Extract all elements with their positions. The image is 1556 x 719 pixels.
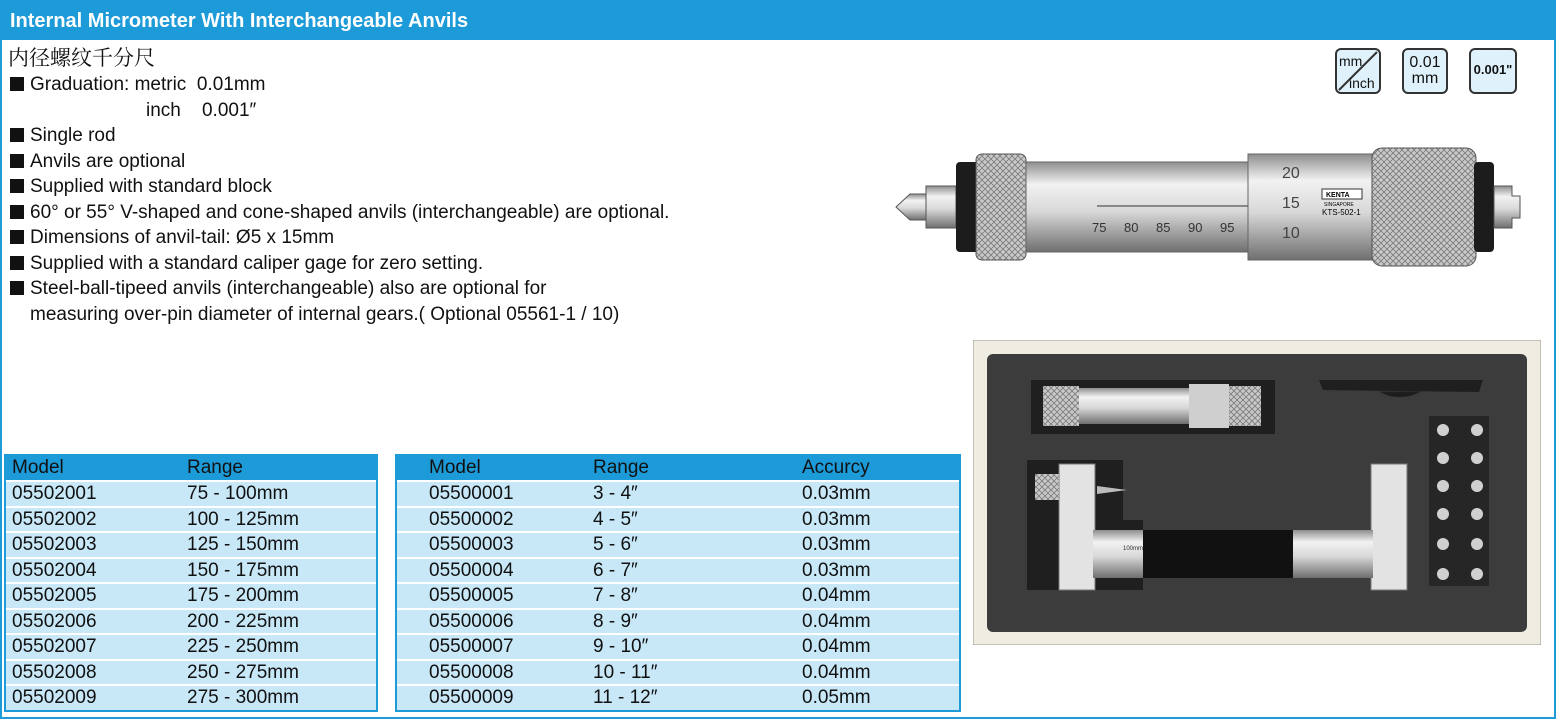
cell-model: 05500003 [429, 534, 514, 555]
cell-accuracy: 0.04mm [802, 661, 871, 683]
feature-item [10, 251, 669, 277]
cell-accuracy: 0.03mm [802, 559, 871, 581]
cell-range: 10 - 11″ [593, 661, 658, 683]
cell-model: 05500002 [429, 508, 514, 530]
inch-model-table [395, 454, 961, 712]
feature-graduation [10, 72, 669, 98]
bullet-square-icon [10, 179, 24, 193]
bullet-square-icon [10, 205, 24, 219]
bullet-square-icon [10, 128, 24, 142]
table-header [6, 454, 376, 480]
bullet-square-icon [10, 77, 24, 91]
feature-text: Anvils are optional [30, 150, 186, 172]
table-row [397, 582, 959, 608]
scale-label: 85 [1156, 220, 1171, 235]
cell-range: 125 - 150mm [187, 534, 299, 555]
cell-range: 275 - 300mm [187, 687, 299, 708]
cell-model: 05502001 [12, 483, 97, 504]
resolution-unit: mm [1411, 70, 1439, 87]
cell-model: 05500001 [429, 483, 514, 504]
cell-range: 200 - 225mm [187, 610, 299, 632]
cell-model: 05500008 [429, 661, 514, 683]
cell-accuracy: 0.03mm [802, 534, 871, 555]
scale-label: 75 [1092, 220, 1107, 235]
inch-label: inch [1349, 75, 1375, 91]
micrometer-case-photo [973, 340, 1541, 645]
page-title: Internal Micrometer With Interchangeable Anvils [2, 2, 1554, 40]
scale-label: 95 [1220, 220, 1235, 235]
header-model: Model [12, 457, 64, 478]
cell-accuracy: 0.04mm [802, 636, 871, 657]
bullet-square-icon [10, 256, 24, 270]
cell-model: 05500007 [429, 636, 514, 657]
cell-range: 225 - 250mm [187, 636, 299, 657]
feature-text: 60° or 55° V-shaped and cone-shaped anvils (interchangeable) are optional. [30, 201, 670, 223]
cell-accuracy: 0.04mm [802, 585, 871, 606]
cell-model: 05502005 [12, 585, 97, 606]
feature-item [10, 123, 669, 149]
header-range: Range [187, 457, 243, 478]
table-row [397, 659, 959, 685]
cell-model: 05502006 [12, 610, 97, 632]
cell-range: 7 - 8″ [593, 585, 638, 606]
graduation-inch-text: inch 0.001″ [146, 99, 257, 121]
cell-model: 05500004 [429, 559, 514, 581]
cell-model: 05500009 [429, 687, 514, 708]
feature-text: Single rod [30, 125, 116, 146]
cell-accuracy: 0.03mm [802, 508, 871, 530]
table-row [6, 633, 376, 659]
cell-range: 5 - 6″ [593, 534, 638, 555]
mm-label: mm [1339, 53, 1363, 69]
table-row [6, 659, 376, 685]
resolution-inch-value: 0.001" [1473, 62, 1513, 77]
table-row [397, 531, 959, 557]
feature-text: Steel-ball-tipeed anvils (interchangeable) also are optional for [30, 278, 547, 299]
cell-model: 05502004 [12, 559, 97, 581]
thimble-label: 10 [1282, 225, 1300, 242]
cell-model: 05502007 [12, 636, 97, 657]
table-row [6, 684, 376, 710]
header-accuracy: Accurcy [802, 457, 870, 478]
thimble-label: 20 [1282, 165, 1300, 182]
cell-range: 175 - 200mm [187, 585, 299, 606]
cell-range: 9 - 10″ [593, 636, 649, 657]
cell-model: 05502009 [12, 687, 97, 708]
chinese-title: 内径螺纹千分尺 [8, 46, 155, 70]
cell-range: 150 - 175mm [187, 559, 299, 581]
cell-accuracy: 0.04mm [802, 610, 871, 632]
bullet-square-icon [10, 230, 24, 244]
scale-label: 80 [1124, 220, 1139, 235]
feature-item [10, 149, 669, 175]
resolution-value: 0.01 [1409, 54, 1441, 71]
cell-range: 4 - 5″ [593, 508, 638, 530]
cell-accuracy: 0.05mm [802, 687, 871, 708]
brand-logo-text: KENTA [1326, 192, 1350, 199]
bullet-square-icon [10, 281, 24, 295]
table-row [397, 684, 959, 710]
table-row [397, 506, 959, 532]
feature-graduation-inch [10, 98, 669, 124]
header-range: Range [593, 457, 649, 478]
table-row [397, 608, 959, 634]
header-model: Model [429, 457, 481, 478]
cell-model: 05502008 [12, 661, 97, 683]
table-row [397, 557, 959, 583]
cell-model: 05502003 [12, 534, 97, 555]
feature-text: measuring over-pin diameter of internal gears.( Optional 05561-1 / 10) [30, 303, 620, 325]
cell-range: 8 - 9″ [593, 610, 638, 632]
cell-model: 05500006 [429, 610, 514, 632]
table-row [6, 506, 376, 532]
feature-item [10, 200, 669, 226]
mm-inch-switch-icon [1335, 48, 1381, 94]
mm-inch-diagonal-icon [1337, 50, 1379, 92]
cell-accuracy: 0.03mm [802, 483, 871, 504]
tube-length-label: 100mm [1123, 546, 1144, 552]
cell-range: 250 - 275mm [187, 661, 299, 683]
feature-item [10, 174, 669, 200]
resolution-mm-icon [1402, 48, 1448, 94]
cell-range: 75 - 100mm [187, 483, 289, 504]
scale-label: 90 [1188, 220, 1203, 235]
table-row [6, 582, 376, 608]
metric-model-table [4, 454, 378, 712]
table-row [6, 557, 376, 583]
cell-range: 100 - 125mm [187, 508, 299, 530]
table-header [397, 454, 959, 480]
table-row [6, 531, 376, 557]
bullet-square-icon [10, 154, 24, 168]
cell-range: 6 - 7″ [593, 559, 638, 581]
model-code-text: KTS-502-1 [1322, 208, 1361, 217]
thimble-scale [1282, 165, 1300, 242]
feature-list [10, 72, 669, 327]
feature-item [10, 225, 669, 251]
feature-item [10, 276, 669, 302]
table-row [6, 608, 376, 634]
cell-model: 05502002 [12, 508, 97, 530]
cell-range: 3 - 4″ [593, 483, 638, 504]
feature-text: Dimensions of anvil-tail: Ø5 x 15mm [30, 227, 335, 248]
cell-model: 05500005 [429, 585, 514, 606]
graduation-metric-text: Graduation: metric 0.01mm [30, 74, 266, 95]
cell-range: 11 - 12″ [593, 687, 658, 708]
feature-text: Supplied with a standard caliper gage for zero setting. [30, 252, 484, 274]
table-row [397, 633, 959, 659]
table-row [397, 480, 959, 506]
micrometer-photo [892, 144, 1532, 270]
brand-sub-text: SINGAPORE [1324, 202, 1354, 208]
thimble-label: 15 [1282, 195, 1300, 212]
feature-text: Supplied with standard block [30, 176, 272, 197]
feature-continuation [10, 302, 669, 328]
table-row [6, 480, 376, 506]
resolution-inch-icon [1469, 48, 1517, 94]
